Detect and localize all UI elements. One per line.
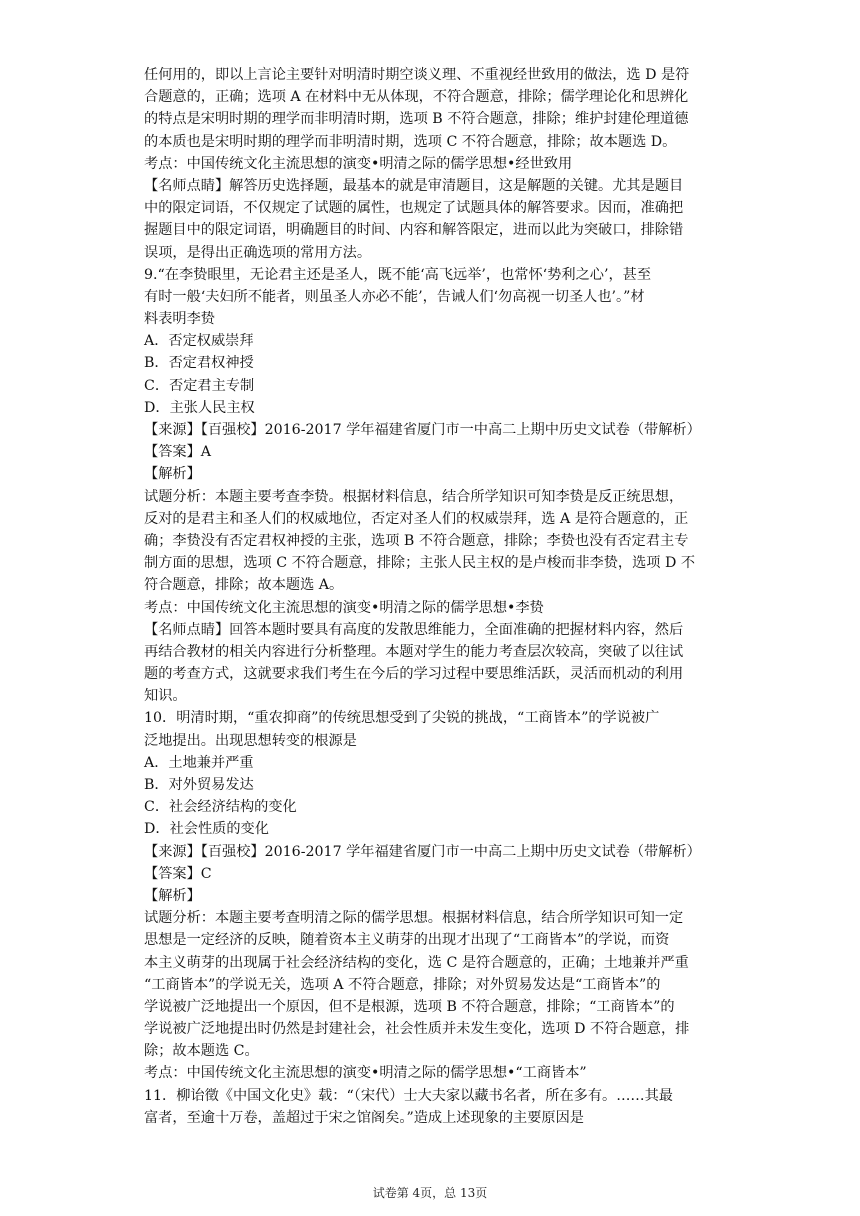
text-line: 【来源】【百强校】2016-2017 学年福建省厦门市一中高二上期中历史文试卷（带解析） xyxy=(144,843,701,860)
text-line: 的特点是宋明时期的理学而非明清时期，选项 B 不符合题意，排除；维护封建伦理道德 xyxy=(144,111,689,128)
text-line: 11．柳诒徵《中国文化史》载：“（宋代）士大夫家以藏书名者，所在多有。……其最 xyxy=(144,1087,673,1104)
text-line: 符合题意，排除；故本题选 A。 xyxy=(144,577,344,594)
text-line: 9.“在李贽眼里，无论君主还是圣人，既不能‘高飞远举’，也常怀‘势利之心’，甚至 xyxy=(144,266,652,283)
text-line: 的本质也是宋明时期的理学而非明清时期，选项 C 不符合题意，排除；故本题选 D。 xyxy=(144,133,677,150)
text-line: 【来源】【百强校】2016-2017 学年福建省厦门市一中高二上期中历史文试卷（带解析） xyxy=(144,422,701,438)
text-line: 料表明李贽 xyxy=(144,311,215,328)
text-line: “工商皆本”的学说无关，选项 A 不符合题意，排除；对外贸易发达是“工商皆本”的 xyxy=(144,976,661,993)
document-body xyxy=(144,64,720,1129)
text-line: 知识。 xyxy=(144,688,187,705)
text-line: 本主义萌芽的出现属于社会经济结构的变化，选 C 是符合题意的，正确；土地兼并严重 xyxy=(144,954,689,971)
text-line: 题的考查方式，这就要求我们考生在今后的学习过程中要思维活跃，灵活而机动的利用 xyxy=(144,666,684,683)
text-line: 制方面的思想，选项 C 不符合题意，排除；主张人民主权的是卢梭而非李贽，选项 D 不 xyxy=(144,555,696,572)
text-line: C．社会经济结构的变化 xyxy=(144,799,297,816)
text-line: 【答案】A xyxy=(144,444,211,461)
text-line: 考点：中国传统文化主流思想的演变•明清之际的儒学思想•李贽 xyxy=(144,599,544,616)
text-line: B．对外贸易发达 xyxy=(144,777,254,793)
text-line: 【名师点睛】回答本题时要具有高度的发散思维能力，全面准确的把握材料内容，然后 xyxy=(144,621,684,638)
text-line: 再结合教材的相关内容进行分析整理。本题对学生的能力考查层次较高，突破了以往试 xyxy=(144,643,684,660)
text-line: 误项，是得出正确选项的常用方法。 xyxy=(144,244,372,261)
text-line: D．主张人民主权 xyxy=(144,399,255,416)
text-line: 【解析】 xyxy=(144,887,201,904)
text-line: 试题分析：本题主要考查李贽。根据材料信息，结合所学知识可知李贽是反正统思想， xyxy=(144,488,684,505)
text-line: 考点：中国传统文化主流思想的演变•明清之际的儒学思想•“工商皆本” xyxy=(144,1065,587,1082)
text-line: 握题目中的限定词语，明确题目的时间、内容和解答限定，进而以此为突破口，排除错 xyxy=(144,222,684,239)
text-line: 确；李贽没有否定君权神授的主张，选项 B 不符合题意，排除；李贽也没有否定君主专 xyxy=(144,532,689,549)
text-line: 思想是一定经济的反映，随着资本主义萌芽的出现才出现了“工商皆本”的学说，而资 xyxy=(144,932,670,949)
text-line: 富者，至逾十万卷，盖超过于宋之馆阁矣。”造成上述现象的主要原因是 xyxy=(144,1109,584,1126)
text-line: 【解析】 xyxy=(144,466,201,483)
text-line: B．否定君权神授 xyxy=(144,355,254,372)
text-line: A．否定权威崇拜 xyxy=(144,333,254,350)
text-line: 10．明清时期，“重农抑商”的传统思想受到了尖锐的挑战，“工商皆本”的学说被广 xyxy=(144,710,660,727)
text-line: 合题意的，正确；选项 A 在材料中无从体现，不符合题意，排除；儒学理论化和思辨化 xyxy=(144,89,689,106)
text-line: 中的限定词语，不仅规定了试题的属性，也规定了试题具体的解答要求。因而，准确把 xyxy=(144,200,684,217)
text-line: 除；故本题选 C。 xyxy=(144,1043,259,1060)
text-line: D．社会性质的变化 xyxy=(144,821,269,838)
text-line: 考点：中国传统文化主流思想的演变•明清之际的儒学思想•经世致用 xyxy=(144,155,573,172)
text-line: 试题分析：本题主要考查明清之际的儒学思想。根据材料信息，结合所学知识可知一定 xyxy=(144,910,684,927)
text-line: 有时一般‘夫妇所不能者，则虽圣人亦必不能’，告诫人们‘勿高视一切圣人也’。”材 xyxy=(144,288,645,305)
text-line: 【答案】C xyxy=(144,865,212,882)
text-line: C．否定君主专制 xyxy=(144,377,255,394)
text-line: 任何用的，即以上言论主要针对明清时期空谈义理、不重视经世致用的做法，选 D 是符 xyxy=(144,67,690,83)
text-line: 反对的是君主和圣人们的权威地位，否定对圣人们的权威崇拜，选 A 是符合题意的，正 xyxy=(144,510,689,527)
text-line: 学说被广泛地提出一个原因，但不是根源，选项 B 不符合题意，排除；“工商皆本”的 xyxy=(144,998,675,1015)
text-line: 【名师点睛】解答历史选择题，最基本的就是审清题目，这是解题的关键。尤其是题目 xyxy=(144,177,684,194)
text-line: 泛地提出。出现思想转变的根源是 xyxy=(144,732,357,749)
text-line: A．土地兼并严重 xyxy=(144,754,254,771)
page-footer: 试卷第 4页，总 13页 xyxy=(372,1186,488,1200)
text-line: 学说被广泛地提出时仍然是封建社会，社会性质并未发生变化，选项 D 不符合题意，排 xyxy=(144,1021,690,1038)
